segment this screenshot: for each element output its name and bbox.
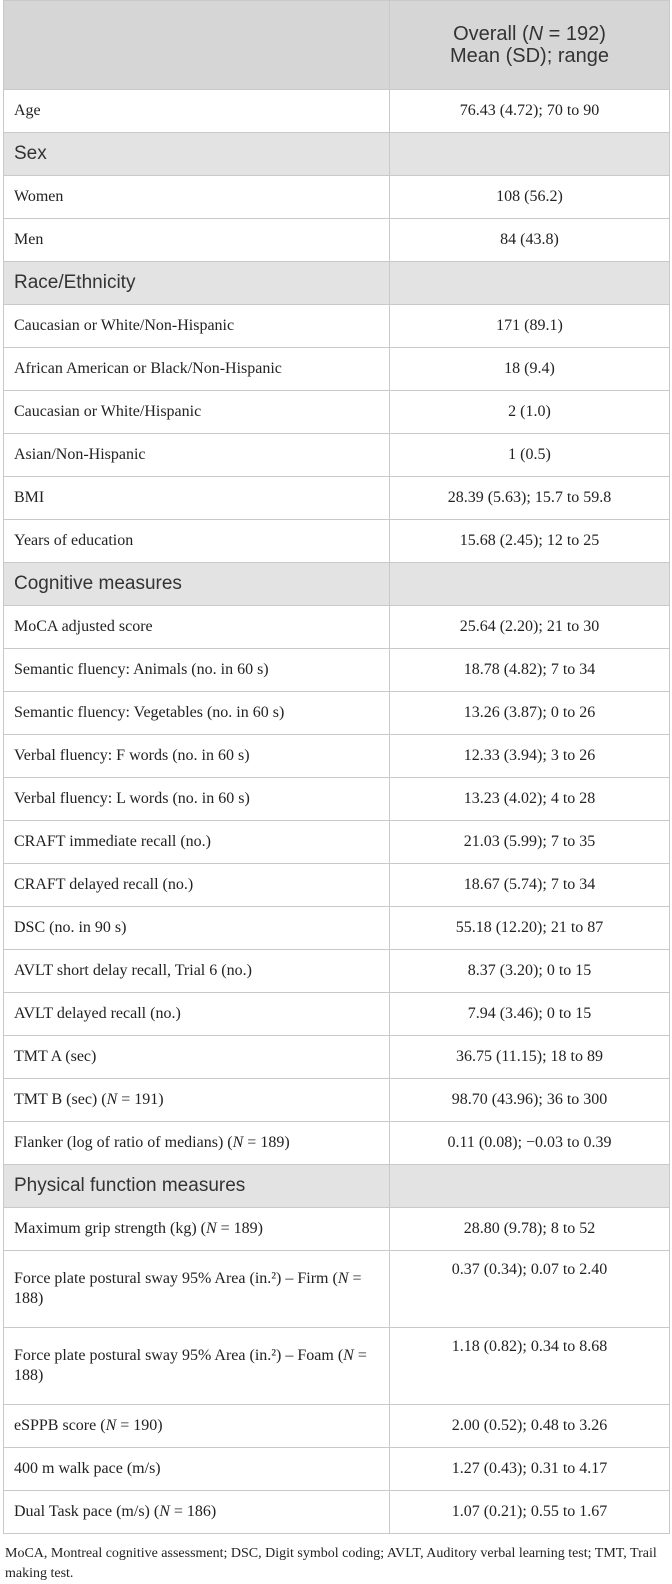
row-label-text: Flanker (log of ratio of medians) [14,1134,224,1151]
row-value: 25.64 (2.20); 21 to 30 [390,606,670,649]
row-value: 2 (1.0) [390,391,670,434]
row-label-text: DSC (no. in 90 s) [14,919,127,936]
row-label-text: Semantic fluency: Animals (no. in 60 s) [14,661,269,678]
section-label [4,1165,390,1208]
row-label-text: Dual Task pace (m/s) [14,1503,150,1520]
row-label [4,606,390,649]
row-label-text: TMT A (sec) [14,1048,97,1065]
section-label [4,563,390,606]
row-label [4,907,390,950]
row-value: 18 (9.4) [390,348,670,391]
row-label-text: Years of education [14,532,134,549]
row-label [4,348,390,391]
table-row [4,1251,670,1328]
row-label [4,1448,390,1491]
table-row [4,520,670,563]
row-label-text: BMI [14,489,45,506]
table-row [4,735,670,778]
table-row [4,219,670,262]
section-value [390,262,670,305]
section-row [4,133,670,176]
table-row [4,864,670,907]
row-n-value: 190 [133,1417,158,1434]
row-value: 0.11 (0.08); −0.03 to 0.39 [390,1122,670,1165]
header-overall-n: N [528,23,544,45]
table-row [4,1079,670,1122]
table-row [4,778,670,821]
row-label [4,864,390,907]
row-value: 171 (89.1) [390,305,670,348]
header-overall-cell [390,1,670,90]
table-footnote: MoCA, Montreal cognitive assessment; DSC, Digit symbol coding; AVLT, Auditory verbal learning test; TMT, Trail making test. [5,1546,657,1581]
row-value: 7.94 (3.46); 0 to 15 [390,993,670,1036]
row-value: 76.43 (4.72); 70 to 90 [390,90,670,133]
table-row [4,993,670,1036]
row-value: 0.37 (0.34); 0.07 to 2.40 [390,1251,670,1328]
table-row [4,649,670,692]
table-row [4,821,670,864]
row-value: 84 (43.8) [390,219,670,262]
table-row [4,606,670,649]
row-label [4,1036,390,1079]
row-label [4,993,390,1036]
row-label [4,305,390,348]
row-label-text: TMT B (sec) [14,1091,98,1108]
row-value: 1.27 (0.43); 0.31 to 4.17 [390,1448,670,1491]
row-label-text: African American or Black/Non-Hispanic [14,360,282,377]
table-row [4,348,670,391]
section-row [4,262,670,305]
row-value: 1.18 (0.82); 0.34 to 8.68 [390,1328,670,1405]
table-row [4,90,670,133]
row-label: eSPPB score (N = 190) [4,1405,390,1448]
row-label-text: Force plate postural sway 95% Area (in.²) – Firm [14,1270,329,1287]
table-row [4,1122,670,1165]
header-overall-post: = 192) [543,23,606,45]
table-row [4,1036,670,1079]
row-label [4,219,390,262]
section-row [4,563,670,606]
table-row [4,1328,670,1405]
section-value [390,1165,670,1208]
row-label [4,90,390,133]
header-overall-stat: Mean (SD); range [450,45,609,67]
row-value: 28.39 (5.63); 15.7 to 59.8 [390,477,670,520]
row-value: 28.80 (9.78); 8 to 52 [390,1208,670,1251]
row-label-text: Verbal fluency: F words (no. in 60 s) [14,747,250,764]
row-label-text: Verbal fluency: L words (no. in 60 s) [14,790,250,807]
row-label-text: Women [14,188,64,205]
table-row [4,1208,670,1251]
row-label-text: Age [14,102,41,119]
row-label: Flanker (log of ratio of medians) (N = 189) [4,1122,390,1165]
row-label [4,176,390,219]
row-value: 21.03 (5.99); 7 to 35 [390,821,670,864]
row-label-text: AVLT delayed recall (no.) [14,1005,181,1022]
row-label-text: Caucasian or White/Non-Hispanic [14,317,235,334]
table-row [4,434,670,477]
table-row [4,305,670,348]
header-overall-pre: Overall ( [453,23,529,45]
row-value: 18.78 (4.82); 7 to 34 [390,649,670,692]
table-row [4,1405,670,1448]
row-label-text: Maximum grip strength (kg) [14,1220,197,1237]
header-row [4,1,670,90]
row-n-value: 191 [134,1091,159,1108]
table-row [4,1448,670,1491]
header-blank-cell [4,1,390,90]
section-value [390,133,670,176]
row-label [4,778,390,821]
table-row [4,176,670,219]
row-n-value: 189 [233,1220,258,1237]
row-value: 1.07 (0.21); 0.55 to 1.67 [390,1491,670,1534]
row-value: 1 (0.5) [390,434,670,477]
row-label-text: 400 m walk pace (m/s) [14,1460,161,1477]
row-label-text: Caucasian or White/Hispanic [14,403,202,420]
row-value: 98.70 (43.96); 36 to 300 [390,1079,670,1122]
row-label [4,520,390,563]
row-label: Maximum grip strength (kg) (N = 189) [4,1208,390,1251]
table-row [4,907,670,950]
row-label [4,735,390,778]
row-label-text: Sex [14,143,47,164]
table-row [4,391,670,434]
table-container [3,0,669,1584]
table-row [4,692,670,735]
row-label-text: Cognitive measures [14,573,182,594]
row-value: 36.75 (11.15); 18 to 89 [390,1036,670,1079]
row-label-text: CRAFT delayed recall (no.) [14,876,194,893]
row-value: 12.33 (3.94); 3 to 26 [390,735,670,778]
section-label [4,133,390,176]
row-label-text: Force plate postural sway 95% Area (in.²) – Foam [14,1347,334,1364]
section-label [4,262,390,305]
row-value: 13.26 (3.87); 0 to 26 [390,692,670,735]
row-value: 55.18 (12.20); 21 to 87 [390,907,670,950]
row-value: 15.68 (2.45); 12 to 25 [390,520,670,563]
table-row [4,1491,670,1534]
row-label [4,649,390,692]
row-n-value: 189 [260,1134,285,1151]
row-label-text: Race/Ethnicity [14,272,136,293]
row-label-text: Asian/Non-Hispanic [14,446,146,463]
row-label-text: AVLT short delay recall, Trial 6 (no.) [14,962,252,979]
row-n-value: 186 [186,1503,211,1520]
row-label-text: MoCA adjusted score [14,618,153,635]
row-label [4,477,390,520]
table-row [4,477,670,520]
row-n-value: 188 [14,1290,38,1307]
row-label-text: CRAFT immediate recall (no.) [14,833,211,850]
row-label-text: Semantic fluency: Vegetables (no. in 60 s) [14,704,285,721]
row-value: 2.00 (0.52); 0.48 to 3.26 [390,1405,670,1448]
table-body [4,90,670,1534]
row-label-text: Men [14,231,44,248]
row-value: 13.23 (4.02); 4 to 28 [390,778,670,821]
row-label: TMT B (sec) (N = 191) [4,1079,390,1122]
section-value [390,563,670,606]
row-label [4,950,390,993]
row-label-text: eSPPB score [14,1417,97,1434]
row-label: Dual Task pace (m/s) (N = 186) [4,1491,390,1534]
row-n-value: 188 [14,1367,38,1384]
table-row [4,950,670,993]
row-label: Force plate postural sway 95% Area (in.²) – Foam (N = 188) [4,1328,390,1405]
row-label: Force plate postural sway 95% Area (in.²) – Firm (N = 188) [4,1251,390,1328]
row-label [4,391,390,434]
row-value: 108 (56.2) [390,176,670,219]
row-value: 18.67 (5.74); 7 to 34 [390,864,670,907]
row-label-text: Physical function measures [14,1175,246,1196]
demographics-table [3,0,670,1534]
section-row [4,1165,670,1208]
row-label [4,821,390,864]
row-value: 8.37 (3.20); 0 to 15 [390,950,670,993]
row-label [4,434,390,477]
row-label [4,692,390,735]
